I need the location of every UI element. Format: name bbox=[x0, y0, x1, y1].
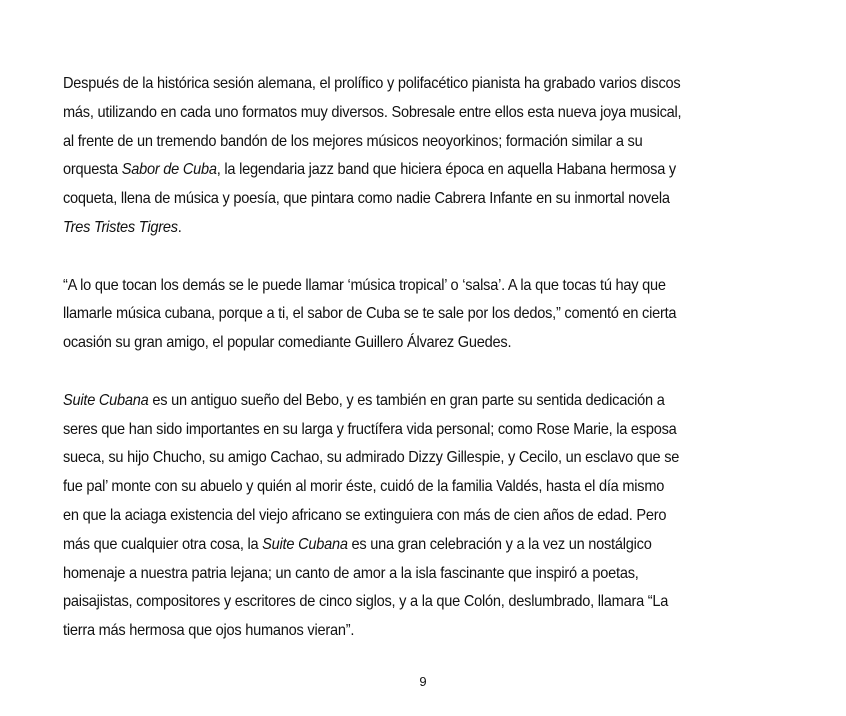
text-segment: . bbox=[177, 218, 182, 236]
text-segment: más, utilizando en cada uno formatos muy diversos. Sobresale entre ellos esta nueva joya musical, bbox=[63, 103, 682, 121]
text-line bbox=[63, 329, 736, 358]
text-line bbox=[63, 387, 736, 416]
text-line bbox=[63, 185, 736, 214]
text-segment: fue pal’ monte con su abuelo y quién al morir éste, cuidó de la familia Valdés, hasta el día mismo bbox=[63, 478, 665, 496]
text-segment: es una gran celebración y a la vez un nostálgico bbox=[347, 535, 652, 553]
italic-title: Sabor de Cuba bbox=[121, 161, 217, 179]
text-segment: orquesta bbox=[63, 161, 122, 179]
text-line bbox=[63, 70, 736, 99]
paragraph bbox=[63, 387, 736, 646]
paragraph-gap bbox=[63, 358, 736, 387]
text-segment: sueca, su hijo Chucho, su amigo Cachao, su admirado Dizzy Gillespie, y Cecilo, un esclavo que se bbox=[63, 449, 680, 467]
text-line bbox=[63, 156, 736, 185]
text-segment: homenaje a nuestra patria lejana; un canto de amor a la isla fascinante que inspiró a poetas, bbox=[63, 564, 639, 582]
text-segment: en que la aciaga existencia del viejo africano se extinguiera con más de cien años de edad. Pero bbox=[63, 506, 667, 524]
text-line bbox=[63, 617, 736, 646]
text-line bbox=[63, 214, 736, 243]
text-segment: paisajistas, compositores y escritores de cinco siglos, y a la que Colón, deslumbrado, llamara “La bbox=[63, 593, 669, 611]
text-segment: coqueta, llena de música y poesía, que pintara como nadie Cabrera Infante en su inmortal novela bbox=[63, 190, 670, 208]
text-segment: llamarle música cubana, porque a ti, el sabor de Cuba se te sale por los dedos,” comentó en cierta bbox=[63, 305, 677, 323]
italic-title: Suite Cubana bbox=[262, 535, 348, 553]
text-line bbox=[63, 99, 736, 128]
text-segment: tierra más hermosa que ojos humanos vieran”. bbox=[63, 622, 355, 640]
text-segment: Después de la histórica sesión alemana, el prolífico y polifacético pianista ha grabado varios discos bbox=[63, 75, 681, 92]
paragraph-gap bbox=[63, 243, 736, 272]
text-line bbox=[63, 272, 736, 301]
text-line bbox=[63, 588, 736, 617]
text-segment: más que cualquier otra cosa, la bbox=[63, 535, 263, 553]
text-line bbox=[63, 531, 736, 560]
text-segment: al frente de un tremendo bandón de los mejores músicos neoyorkinos; formación similar a su bbox=[63, 132, 643, 150]
page-number: 9 bbox=[419, 674, 427, 689]
text-line bbox=[63, 128, 736, 157]
body-text bbox=[63, 70, 736, 646]
paragraph bbox=[63, 272, 736, 358]
text-line bbox=[63, 416, 736, 445]
text-segment: , la legendaria jazz band que hiciera época en aquella Habana hermosa y bbox=[216, 161, 676, 179]
text-segment: ocasión su gran amigo, el popular comediante Guillero Álvarez Guedes. bbox=[63, 334, 512, 352]
text-segment: “A lo que tocan los demás se le puede llamar ‘música tropical’ o ‘salsa’. A la que tocas tú hay que bbox=[63, 276, 666, 294]
text-line bbox=[63, 560, 736, 589]
text-line bbox=[63, 300, 736, 329]
text-segment: es un antiguo sueño del Bebo, y es también en gran parte su sentida dedicación a bbox=[148, 391, 665, 409]
italic-title: Tres Tristes Tigres bbox=[63, 218, 178, 236]
text-line bbox=[63, 444, 736, 473]
text-line bbox=[63, 473, 736, 502]
italic-title: Suite Cubana bbox=[63, 391, 149, 409]
paragraph bbox=[63, 70, 736, 243]
text-segment: seres que han sido importantes en su larga y fructífera vida personal; como Rose Marie, la esposa bbox=[63, 420, 677, 438]
text-line bbox=[63, 502, 736, 531]
